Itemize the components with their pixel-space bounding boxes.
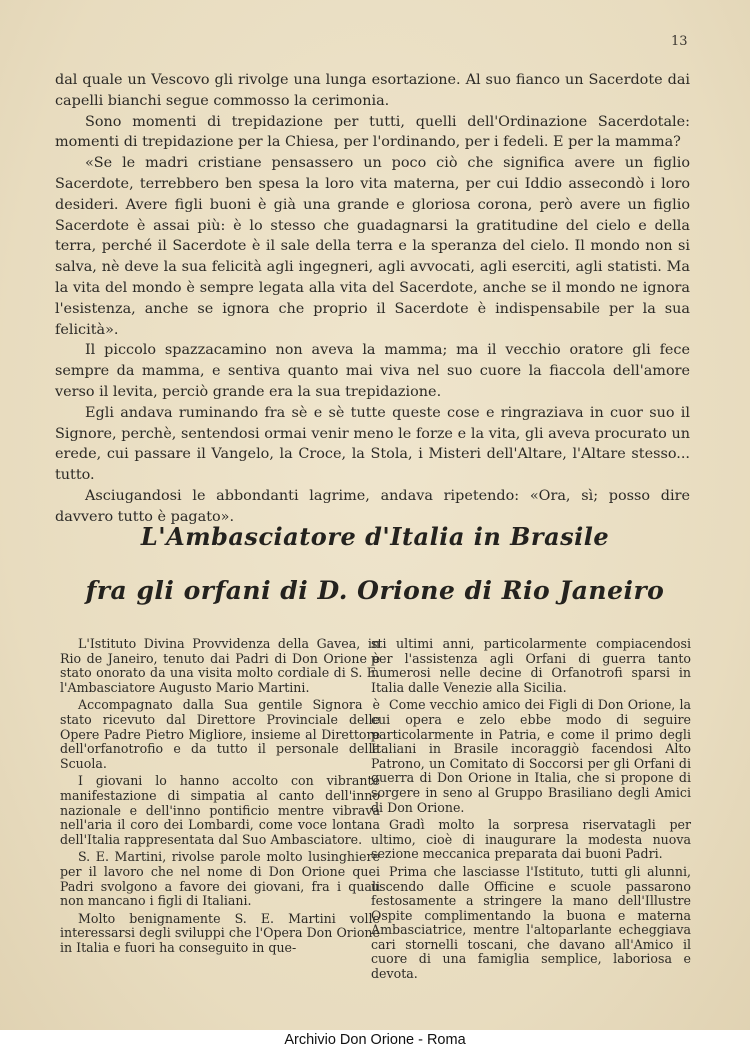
article-title-line-2: fra gli orfani di D. Orione di Rio Janeiro xyxy=(85,576,665,605)
paragraph: Sono momenti di trepidazione per tutti, quelli dell'Ordinazione Sacerdotale: momenti di trepidazione per la Chiesa, per l'ordinando, per i fedeli. E per la mamma? xyxy=(55,113,690,151)
paragraph: L'Istituto Divina Provvidenza della Gavea, in Rio de Janeiro, tenuto dai Padri di Don Orione è stato onorato da una visita molto cordiale di S. E. l'Ambasciatore Augusto Mario Martini. xyxy=(60,636,380,695)
archive-footer xyxy=(0,1030,750,1051)
article-column-left xyxy=(60,637,380,958)
paragraph: Molto benignamente S. E. Martini volle interessarsi degli sviluppi che l'Opera Don Orione in Italia e fuori ha conseguito in que- xyxy=(60,910,380,955)
article-title-line-1: L'Ambasciatore d'Italia in Brasile xyxy=(140,522,610,551)
paragraph: Egli andava ruminando fra sè e sè tutte queste cose e ringraziava in cuor suo il Signore, perchè, sentendosi ormai venir meno le forze e la vita, gli aveva procurato un erede, cui passare il Vangelo, la Croce, la Stola, i Misteri dell'Altare, l'Altare stesso... tutto. xyxy=(55,404,690,484)
paragraph: Gradì molto la sorpresa riservatagli per ultimo, cioè di inaugurare la modesta nuova sezione meccanica preparata dai buoni Padri. xyxy=(371,817,691,862)
article-column-right xyxy=(371,637,691,985)
page-number: 13 xyxy=(671,34,688,49)
paragraph: I giovani lo hanno accolto con vibrante manifestazione di simpatia al canto dell'inno nazionale e dell'inno pontificio mentre vibrava nell'aria il coro dei Lombardi, come voce lontana dell'Italia rappresentata dal Suo Ambasciatore. xyxy=(60,773,380,847)
paragraph: sti ultimi anni, particolarmente compiacendosi per l'assistenza agli Orfani di guerra tanto numerosi nelle decine di Orfanotrofi sparsi in Italia dalle Venezie alla Sicilia. xyxy=(371,636,691,695)
paragraph: dal quale un Vescovo gli rivolge una lunga esortazione. Al suo fianco un Sacerdote dai capelli bianchi segue commosso la cerimonia. xyxy=(55,72,690,109)
footer-text: Archivio Don Orione - Roma xyxy=(284,1032,466,1048)
paragraph: S. E. Martini, rivolse parole molto lusinghiere per il lavoro che nel nome di Don Orione quei Padri svolgono a favore dei giovani, fra i quali non mancano i figli di Italiani. xyxy=(60,849,380,909)
paragraph: «Se le madri cristiane pensassero un poco ciò che significa avere un figlio Sacerdote, terrebbero ben spesa la loro vita materna, per cui Iddio assecondò i loro desideri. Avere figli buoni è già una grande e gloriosa corona, però avere un figlio Sacerdote è assai più: è lo stesso che guadagnarsi la gratitudine del cielo e della terra, perché il Sacerdote è il sale della terra e la speranza del cielo. Il mondo non si salva, nè deve la sua felicità agli ingegneri, agli avvocati, agli eserciti, agli statisti. Ma la vita del mondo è sempre legata alla vita del Sacerdote, anche se il mondo ne ignora l'esistenza, anche se ignora che proprio il Sacerdote è indispensabile per la sua felicità». xyxy=(55,155,690,338)
paragraph: Come vecchio amico dei Figli di Don Orione, la cui opera e zelo ebbe modo di seguire particolarmente in Patria, e come il primo degli Italiani in Brasile incoraggiò facendosi Alto Patrono, un Comitato di Soccorsi per gli Orfani di guerra di Don Orione in Italia, che si propone di sorgere in seno al Gruppo Brasiliano degli Amici di Don Orione. xyxy=(371,697,691,815)
paragraph: Asciugandosi le abbondanti lagrime, andava ripetendo: «Ora, sì; posso dire davvero tutto è pagato». xyxy=(55,487,690,525)
paragraph: Accompagnato dalla Sua gentile Signora è stato ricevuto dal Direttore Provinciale delle Opere Padre Pietro Migliore, insieme al Direttore dell'orfanotrofio e da tutto il personale della Scuola. xyxy=(60,697,380,771)
paragraph: Prima che lasciasse l'Istituto, tutti gli alunni, uscendo dalle Officine e scuole passarono festosamente a stringere la mano dell'Illustre Ospite complimentando la buona e materna Ambasciatrice, mentre l'altoparlante echeggiava cari stornelli toscani, che davano all'Amico il cuore di una famiglia semplice, laboriosa e devota. xyxy=(371,863,691,982)
paragraph: Il piccolo spazzacamino non aveva la mamma; ma il vecchio oratore gli fece sempre da mamma, e sentiva quanto mai viva nel suo cuore la fiaccola dell'amore verso il levita, perciò grande era la sua trepidazione. xyxy=(55,342,690,400)
story-continuation xyxy=(55,70,690,528)
